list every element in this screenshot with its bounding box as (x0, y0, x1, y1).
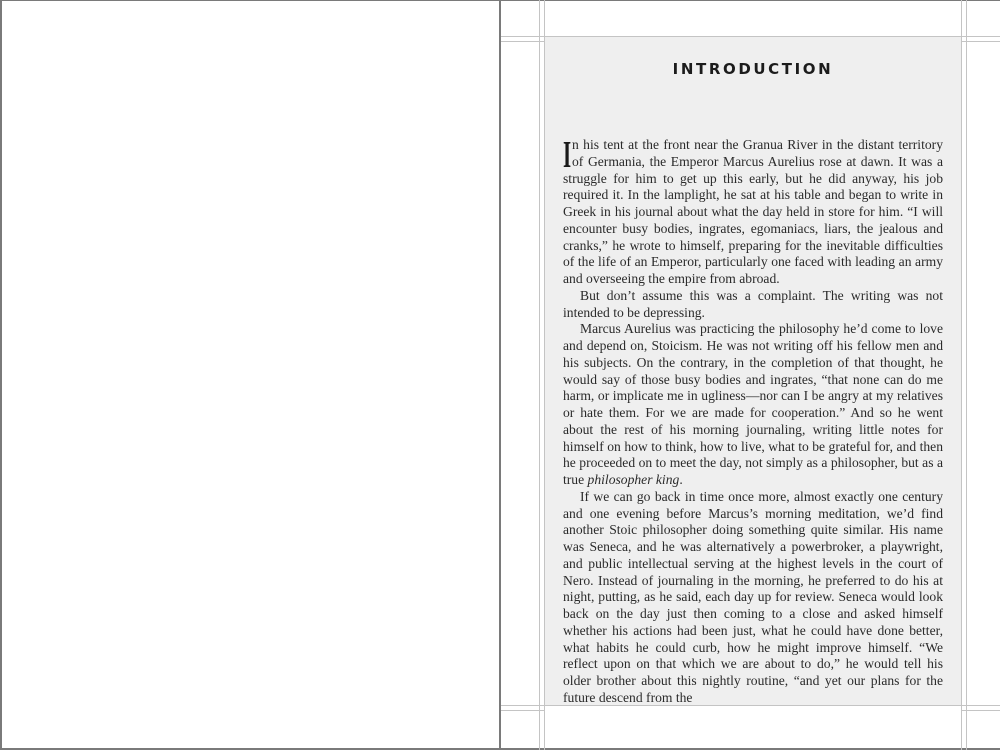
guide-line-v1 (539, 0, 540, 750)
paragraph-1: In his tent at the front near the Granua River in the distant territory of Germania, the Emperor Marcus Aurelius rose at dawn. It was a struggle for him to get up this early, but he did anyway, his job required it. In the lamplight, he sat at his table and began to write in Greek in his journal about what the day held in store for him. “I will encounter busy bodies, ingrates, egomaniacs, liars, the jealous and cranks,” he wrote to himself, preparing for the inevitable difficulties of the life of an Emperor, particularly one faced with leading an army and overseeing the empire from abroad. (563, 134, 943, 286)
guide-line-h-top1 (501, 36, 1000, 37)
guide-line-v3 (961, 0, 962, 750)
body-text (563, 134, 943, 707)
left-trim-line (0, 0, 2, 750)
paragraph-2: But don’t assume this was a complaint. The writing was not intended to be depressing. (563, 287, 943, 320)
guide-line-h-bottom2-left (501, 710, 545, 711)
guide-line-v4 (966, 0, 967, 750)
chapter-title: INTRODUCTION (672, 60, 834, 78)
guide-line-h-bottom1-left (501, 705, 545, 706)
spine-line (499, 0, 501, 750)
guide-line-v2 (544, 0, 545, 750)
drop-cap: I (563, 134, 572, 176)
guide-line-h-bottom2-right (961, 710, 1000, 711)
guide-line-h-top2-left (501, 41, 545, 42)
paragraph-3: Marcus Aurelius was practicing the philosophy he’d come to love and depend on, Stoicism. He was not writing off his fellow men and his subjects. On the contrary, in the completion of that thought, he would say of those busy bodies and ingrates, “that none can do me harm, or implicate me in ugliness—nor can I be angry at my relatives or hate them. For we are made for cooperation.” And so he went about the rest of his morning journaling, writing little notes for himself on how to think, how to live, what to be grateful for, and then he proceeded on to meet the day, not simply as a philosopher, but as a true philosopher king. (563, 321, 943, 487)
guide-line-h-top2-right (961, 41, 1000, 42)
emphasis: philosopher king (587, 472, 680, 487)
paragraph-4: If we can go back in time once more, almost exactly one century and one evening before Marcus’s morning meditation, we’d find another Stoic philosopher doing something quite similar. His name was Seneca, and he was alternatively a powerbroker, a playwright, and public intellectual serving at the highest levels in the court of Nero. Instead of journaling in the morning, he preferred to do his at night, putting, as he said, each day up for review. Seneca would look back on the day just then coming to a close and asked himself whether his actions had been just, what he could have done better, what habits he could curb, how he might improve himself. “We reflect upon on that which we are about to do,” he would tell his older brother about this nightly routine, “and yet our plans for the future descend from the (563, 488, 943, 705)
guide-line-h-bottom1-right (961, 705, 1000, 706)
